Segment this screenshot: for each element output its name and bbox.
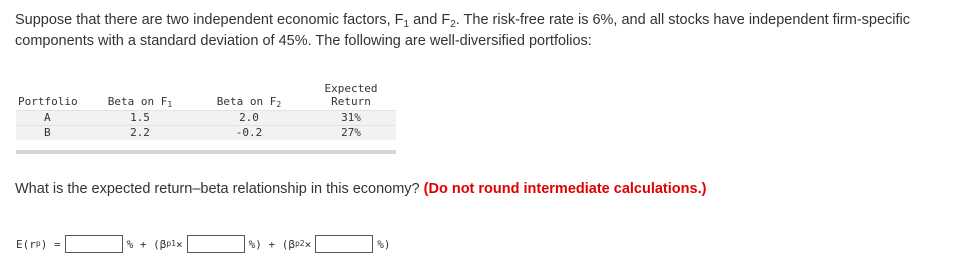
cell-beta1: 2.2 [130, 126, 150, 139]
formula-lhs: E(r [16, 237, 36, 251]
formula-mid2: %) + (β [248, 237, 295, 251]
table-bottom-rule [16, 150, 396, 154]
intro-text-2: and F [409, 12, 451, 28]
header-beta-f1 [88, 82, 192, 111]
risk-free-input[interactable] [65, 235, 123, 253]
portfolio-table [16, 82, 396, 140]
header-expected-return [306, 82, 396, 111]
table-row [16, 126, 396, 141]
answer-formula: E(r p ) = % + (β p1 × %) + (β p2 × %) [16, 233, 390, 255]
intro-text-1: Suppose that there are two independent economic factors, F [15, 12, 404, 28]
cell-beta1: 1.5 [130, 111, 150, 124]
question-hint: (Do not round intermediate calculations.) [423, 181, 707, 197]
header-beta-f1-sub: 1 [167, 100, 173, 109]
header-beta-f2-text: Beta on F [216, 95, 277, 108]
formula-mid1-end: × [175, 237, 183, 251]
factor1-premium-input[interactable] [187, 235, 245, 253]
cell-return: 31% [341, 111, 361, 124]
problem-statement [15, 10, 935, 52]
factor2-premium-input[interactable] [315, 235, 373, 253]
question-text [15, 180, 706, 198]
cell-beta2: 2.0 [239, 111, 259, 124]
header-expected-line1: Expected [324, 82, 378, 95]
cell-beta2: -0.2 [235, 126, 263, 139]
formula-end: %) [377, 237, 391, 251]
table-row [16, 111, 396, 126]
formula-mid1: % + (β [126, 237, 167, 251]
intro-sub-1: 1 [403, 19, 410, 30]
cell-return: 27% [341, 126, 361, 139]
header-beta-f2 [192, 82, 306, 111]
intro-text-3: . The risk-free rate is 6%, and all stocks have independent firm-specific components with a standard deviation of 45%. The following are well-diversified portfolios: [15, 12, 911, 49]
formula-lhs-end: ) = [40, 237, 61, 251]
header-portfolio: Portfolio [18, 95, 78, 108]
question-body: What is the expected return–beta relationship in this economy? [15, 181, 424, 197]
formula-mid2-end: × [304, 237, 312, 251]
header-beta-f1-text: Beta on F [107, 95, 168, 108]
portfolio-table-container [16, 82, 396, 154]
header-expected-line2: Return [331, 95, 371, 108]
intro-sub-2: 2 [450, 19, 456, 30]
header-beta-f2-sub: 2 [276, 100, 282, 109]
cell-portfolio: B [44, 126, 51, 139]
cell-portfolio: A [44, 111, 51, 124]
